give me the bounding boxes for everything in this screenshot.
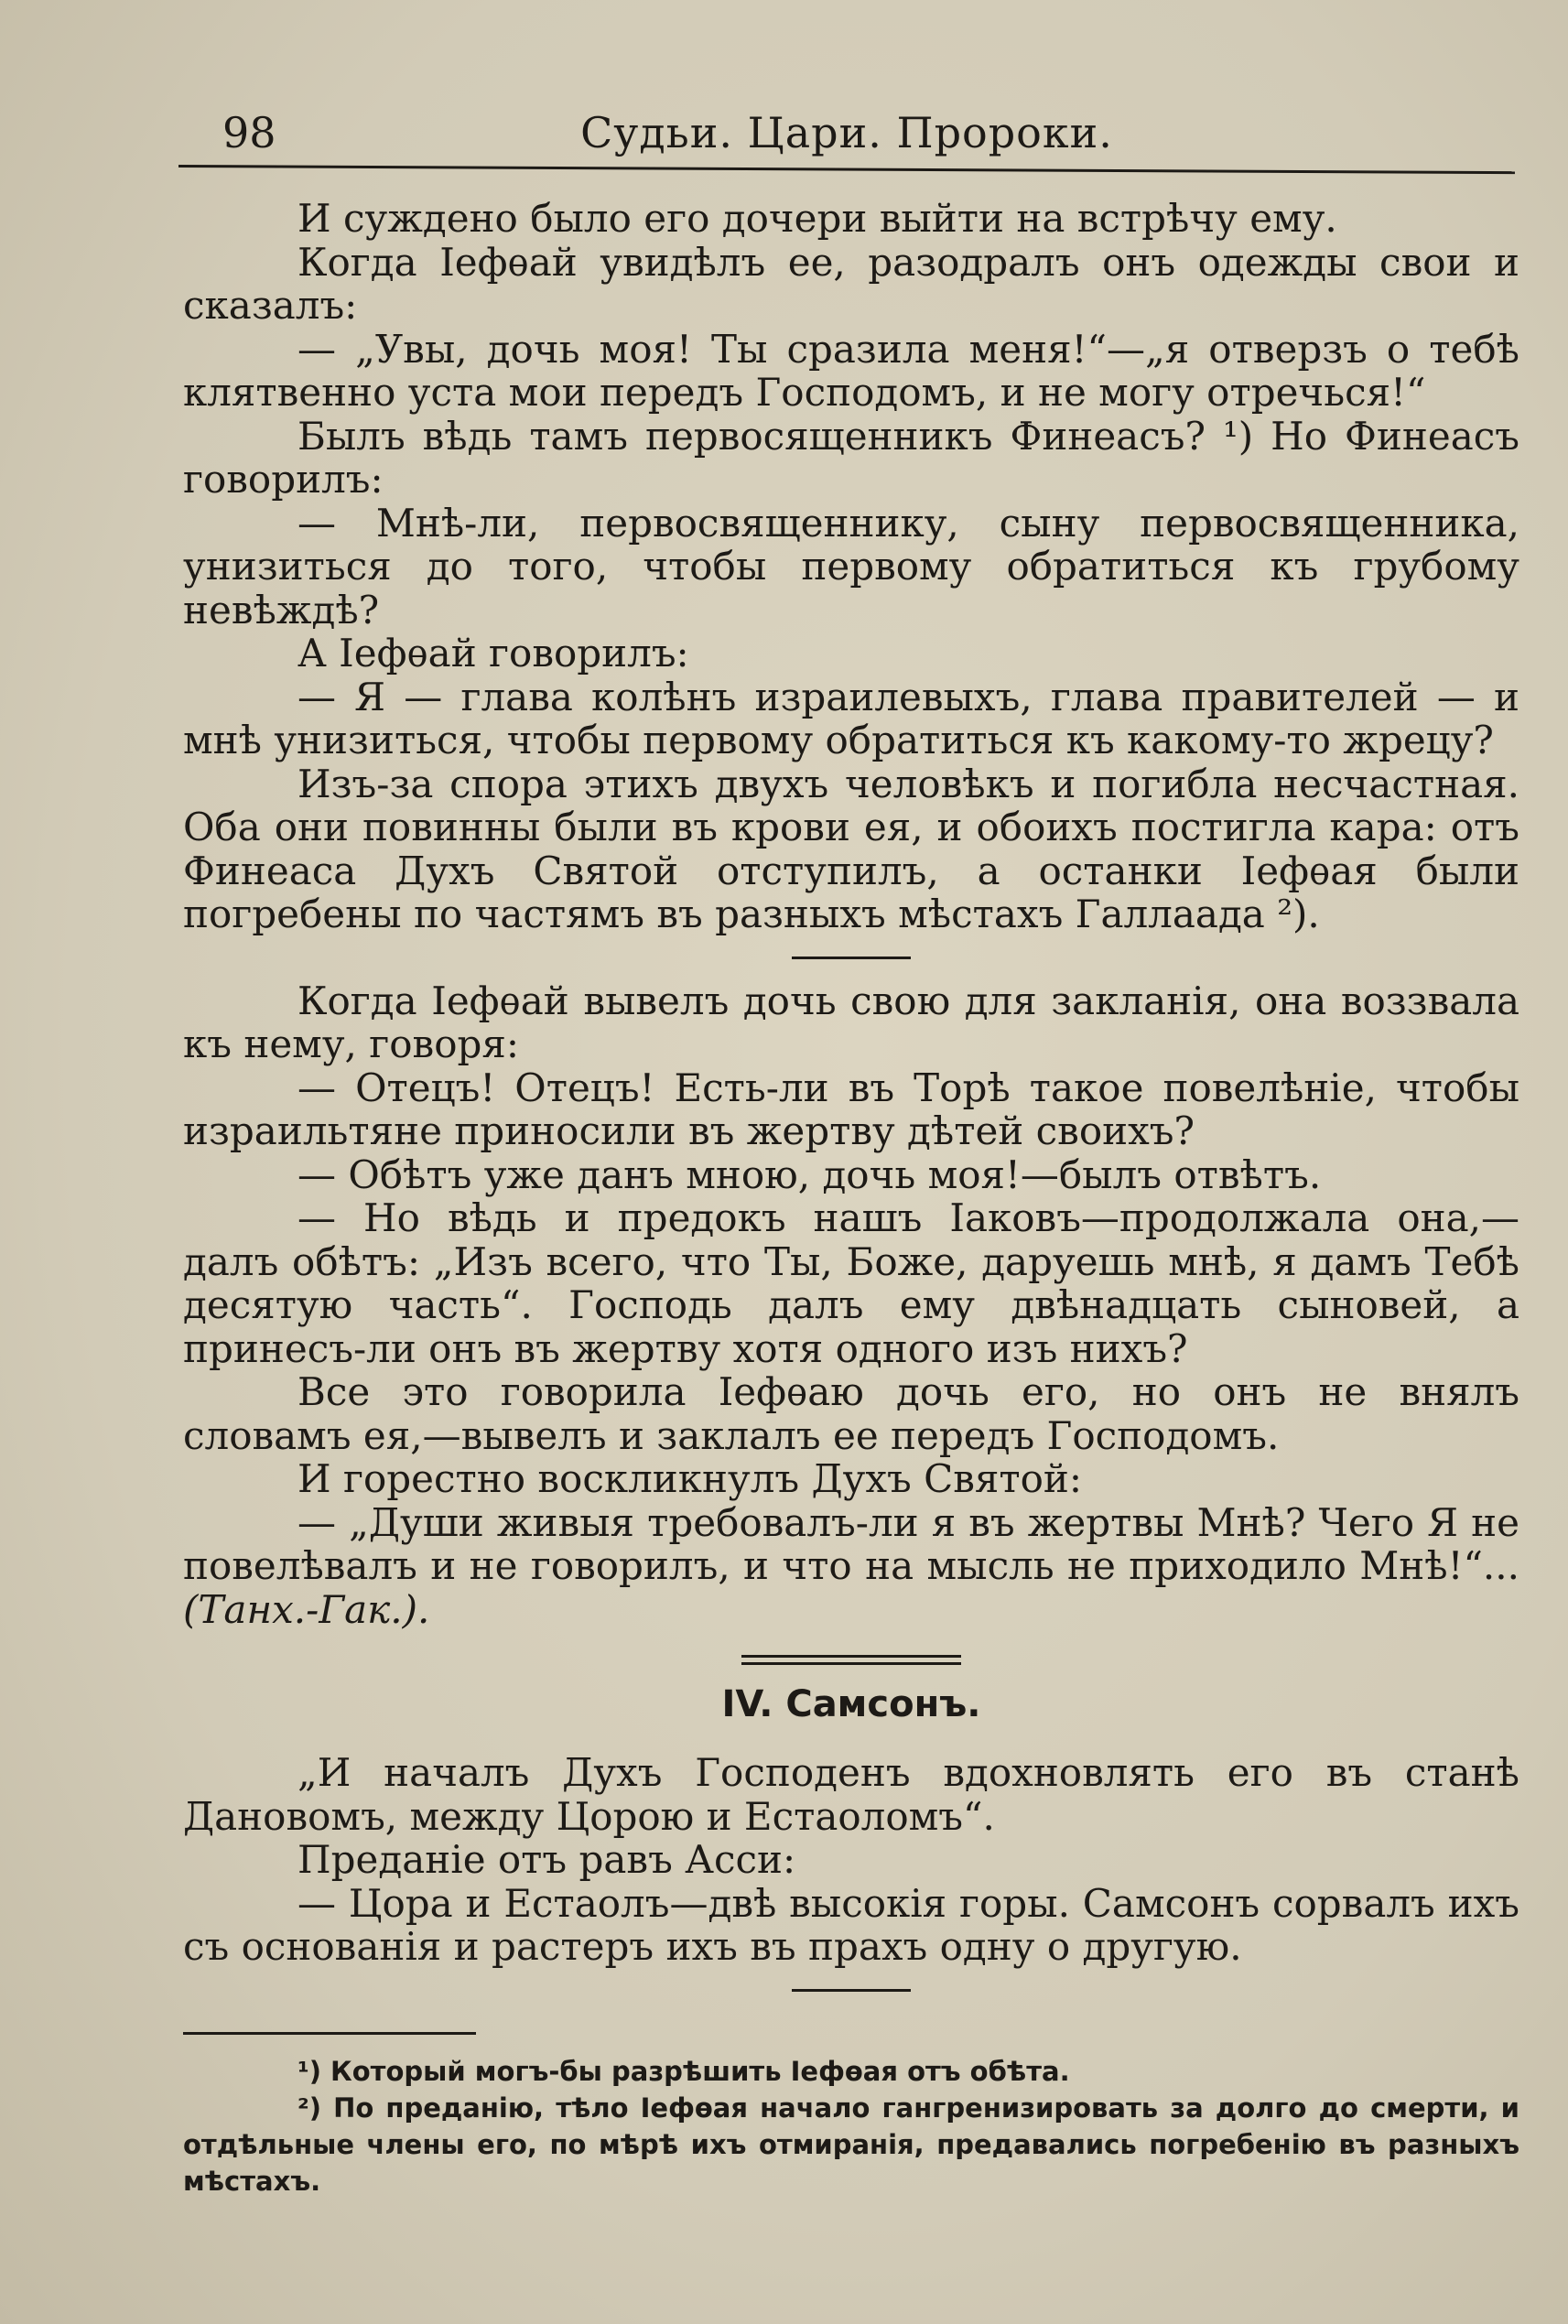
paragraph: — „Увы, дочь моя! Ты сразила меня!“—„я отверзъ о тебѣ клятвенно уста мои передъ Господомъ, и не могу отречься!“	[183, 326, 1519, 415]
header-rule	[178, 165, 1515, 174]
paragraph: Когда Іефѳай увидѣлъ ее, разодралъ онъ одежды свои и сказалъ:	[183, 239, 1519, 328]
section-title: IV. Самсонъ.	[721, 1683, 981, 1725]
paragraph: „И началъ Духъ Господенъ вдохновлять его въ станѣ Дановомъ, между Цорою и Естаоломъ“.	[183, 1750, 1519, 1839]
main-text	[183, 197, 1519, 2200]
paragraph: — Мнѣ-ли, первосвященнику, сыну первосвященника, унизиться до того, чтобы первому обратиться къ грубому невѣждѣ?	[183, 500, 1519, 632]
paragraph: — Но вѣдь и предокъ нашъ Іаковъ—продолжала она,— далъ обѣтъ: „Изъ всего, что Ты, Боже, даруешь мнѣ, я дамъ Тебѣ десятую часть“. Господь далъ ему двѣнадцать сыновей, а принесъ-ли онъ въ жертву хотя одного изъ нихъ?	[183, 1195, 1519, 1371]
paragraph: — Цора и Естаолъ—двѣ высокія горы. Самсонъ сорвалъ ихъ съ основанія и растеръ ихъ въ прахъ одну о другую.	[183, 1880, 1519, 1969]
footnote: ¹) Который могъ-бы разрѣшить Іефѳая отъ обѣта.	[297, 2055, 1070, 2087]
paragraph: — Я — глава колѣнъ израилевыхъ, глава правителей — и мнѣ унизиться, чтобы первому обратиться къ какому-то жрецу?	[183, 674, 1519, 762]
section-separator	[792, 957, 911, 959]
footnote-rule	[183, 2032, 476, 2035]
footnotes	[183, 2053, 1519, 2200]
footnote: ²) По преданію, тѣло Іефѳая начало гангренизировать за долго до смерти, и отдѣльные члены его, по мѣрѣ ихъ отмиранія, предавались погребенію въ разныхъ мѣстахъ.	[183, 2092, 1519, 2197]
quote-text: — „Души живыя требовалъ-ли я въ жертвы Мнѣ? Чего Я не повелѣвалъ и не говорилъ, и что на мысль не приходило Мнѣ!“...	[183, 1499, 1519, 1588]
running-head	[178, 108, 1515, 163]
paragraph: И суждено было его дочери выйти на встрѣчу ему.	[297, 196, 1337, 241]
page-number: 98	[222, 108, 276, 157]
paragraph: Былъ вѣдь тамъ первосященникъ Финеасъ? ¹) Но Финеасъ говорилъ:	[183, 413, 1519, 502]
paragraph: Преданіе отъ равъ Асси:	[297, 1837, 796, 1882]
paragraph: А Іефѳай говорилъ:	[297, 631, 689, 676]
paragraph-quote	[183, 1501, 1519, 1632]
paragraph: Изъ-за спора этихъ двухъ человѣкъ и погибла несчастная. Оба они повинны были въ крови ея, и обоихъ постигла кара: отъ Финеаса Духъ Святой отступилъ, а останки Іефѳая были погребены по частямъ въ разныхъ мѣстахъ Галлаада ²).	[183, 761, 1519, 936]
double-rule	[741, 1655, 961, 1665]
quote-source: (Танх.-Гак.).	[183, 1586, 430, 1632]
section-separator	[792, 1989, 911, 1992]
paragraph: И горестно воскликнулъ Духъ Святой:	[297, 1456, 1083, 1501]
paragraph: — Обѣтъ уже данъ мною, дочь моя!—былъ отвѣтъ.	[297, 1151, 1322, 1197]
paragraph: Когда Іефѳай вывелъ дочь свою для закланія, она воззвала къ нему, говоря:	[183, 978, 1519, 1066]
paragraph: Все это говорила Іефѳаю дочь его, но онъ не внялъ словамъ ея,—вывелъ и заклалъ ее передъ Господомъ.	[183, 1369, 1519, 1458]
paragraph: — Отецъ! Отецъ! Есть-ли въ Торѣ такое повелѣніе, чтобы израильтяне приносили въ жертву дѣтей своихъ?	[183, 1065, 1519, 1153]
running-title: Судьи. Цари. Пророки.	[580, 108, 1113, 157]
